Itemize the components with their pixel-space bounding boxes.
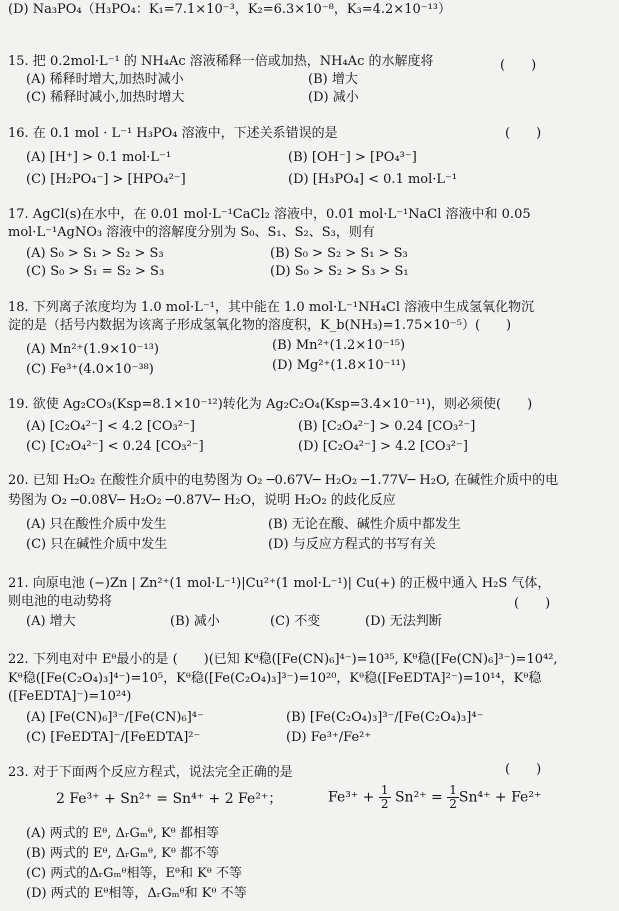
option-c: (C) 不变 — [270, 614, 321, 629]
option-b: (B) [OH⁻] > [PO₄³⁻] — [288, 150, 417, 165]
equation-1: 2 Fe³⁺ + Sn²⁺ = Sn⁴⁺ + 2 Fe²⁺； — [56, 791, 283, 807]
option-c: (C) [H₂PO₄⁻] > [HPO₄²⁻] — [26, 172, 186, 187]
option-d: (D) S₀ > S₂ > S₃ > S₁ — [270, 264, 409, 279]
option-a: (A) 两式的 Eᶿ, ΔᵣGₘᶿ, Kᶿ 都相等 — [26, 826, 219, 841]
option-d: (D) Mg²⁺(1.8×10⁻¹¹) — [272, 358, 406, 373]
option-b: (B) 无论在酸、碱性介质中都发生 — [268, 517, 461, 532]
fraction-denominator: 2 — [449, 797, 457, 811]
answer-blank: ( ) — [500, 58, 537, 73]
option-c: (C) 两式的ΔᵣGₘᶿ相等，Eᶿ和 Kᶿ 不等 — [26, 866, 242, 881]
option-a: (A) [C₂O₄²⁻] < 4.2 [CO₃²⁻] — [26, 419, 195, 434]
option-a: (A) Mn²⁺(1.9×10⁻¹³) — [26, 342, 159, 357]
option-d: (D) Fe³⁺/Fe²⁺ — [286, 730, 372, 745]
answer-blank: ( ) — [514, 596, 551, 611]
question-stem-cont: mol·L⁻¹AgNO₃ 溶液中的溶解度分别为 S₀、S₁、S₂、S₃，则有 — [8, 225, 375, 240]
equation-2 — [328, 784, 541, 811]
question-stem: 15. 把 0.2mol·L⁻¹ 的 NH₄Ac 溶液稀释一倍或加热，NH₄Ac 的水解度将 — [8, 54, 434, 69]
option-a: (A) 稀释时增大,加热时减小 — [26, 72, 184, 87]
option-a: (A) [Fe(CN)₆]³⁻/[Fe(CN)₆]⁴⁻ — [26, 710, 204, 725]
equation-2-part: Sn⁴⁺ + Fe²⁺ — [458, 789, 542, 806]
answer-blank: ( ) — [505, 762, 542, 777]
option-a: (A) 增大 — [26, 614, 76, 629]
option-b: (B) 增大 — [308, 72, 358, 87]
option-c: (C) S₀ > S₁ = S₂ > S₃ — [26, 264, 165, 279]
question-stem: 16. 在 0.1 mol · L⁻¹ H₃PO₄ 溶液中，下述关系错误的是 — [8, 126, 338, 141]
question-stem-cont: 淀的是（括号内数据为该离子形成氢氧化物的溶度积，K_b(NH₃)=1.75×10⁻⁵）( ) — [8, 318, 512, 333]
option-b: (B) [Fe(C₂O₄)₃]³⁻/[Fe(C₂O₄)₃]⁴⁻ — [286, 710, 484, 725]
equation-2-part: Sn²⁺ = — [390, 789, 448, 806]
option-d: (D) 与反应方程式的书写有关 — [268, 537, 436, 552]
option-d: (D) [C₂O₄²⁻] > 4.2 [CO₃²⁻] — [298, 439, 468, 454]
fraction-denominator: 2 — [380, 797, 389, 811]
option-d: (D) [H₃PO₄] < 0.1 mol·L⁻¹ — [288, 172, 458, 187]
option-c: (C) [FeEDTA]⁻/[FeEDTA]²⁻ — [26, 730, 201, 745]
question-stem: 21. 向原电池 (−)Zn | Zn²⁺(1 mol·L⁻¹)|Cu²⁺(1 mol·L⁻¹)| Cu(+) 的正极中通入 H₂S 气体， — [8, 576, 551, 591]
question-stem: 17. AgCl(s)在水中，在 0.01 mol·L⁻¹CaCl₂ 溶液中，0.01 mol·L⁻¹NaCl 溶液中和 0.05 — [8, 207, 531, 222]
question-stem-cont: ([FeEDTA]⁻)=10²⁴) — [8, 689, 132, 704]
option-c: (C) 稀释时减小,加热时增大 — [26, 90, 185, 105]
question-stem: 19. 欲使 Ag₂CO₃(Ksp=8.1×10⁻¹²)转化为 Ag₂C₂O₄(Ksp=3.4×10⁻¹¹)，则必须使( ) — [8, 397, 533, 412]
option-b: (B) Mn²⁺(1.2×10⁻¹⁵) — [272, 338, 406, 353]
question-stem: 23. 对于下面两个反应方程式，说法完全正确的是 — [8, 765, 293, 780]
option-c: (C) [C₂O₄²⁻] < 0.24 [CO₃²⁻] — [26, 439, 204, 454]
option-c: (C) 只在碱性介质中发生 — [26, 537, 168, 552]
question-stem-cont: Kᶿ稳([Fe(C₂O₄)₃]⁴⁻)=10⁵，Kᶿ稳([Fe(C₂O₄)₃]³⁻)=10²⁰，Kᶿ稳([FeEDTA]²⁻)=10¹⁴，Kᶿ稳 — [8, 671, 542, 686]
question-stem: 18. 下列离子浓度均为 1.0 mol·L⁻¹，其中能在 1.0 mol·L⁻¹NH₄Cl 溶液中生成氢氧化物沉 — [8, 300, 535, 315]
fraction-numerator: 1 — [449, 783, 457, 797]
answer-blank: ( ) — [505, 126, 542, 141]
option-a: (A) [H⁺] > 0.1 mol·L⁻¹ — [26, 150, 172, 165]
question-stem-cont: 则电池的电动势将 — [8, 594, 113, 609]
option-b: (B) S₀ > S₂ > S₁ > S₃ — [270, 246, 408, 261]
fraction-numerator: 1 — [380, 783, 389, 797]
fraction-half — [379, 784, 391, 811]
equation-2-part: Fe³⁺ + — [328, 789, 379, 806]
question-stem: 22. 下列电对中 Eᶿ最小的是 ( )(已知 Kᶿ稳([Fe(CN)₆]⁴⁻)=10³⁵, Kᶿ稳([Fe(CN)₆]³⁻)=10⁴², — [8, 652, 558, 667]
option-b: (B) 两式的 Eᶿ, ΔᵣGₘᶿ, Kᶿ 都不等 — [26, 846, 220, 861]
option-d: (D) 两式的 Eᶿ相等，ΔᵣGₘᶿ和 Kᶿ 不等 — [26, 886, 247, 901]
option-b: (B) [C₂O₄²⁻] > 0.24 [CO₃²⁻] — [298, 419, 476, 434]
option-c: (C) Fe³⁺(4.0×10⁻³⁸) — [26, 362, 154, 377]
q14-option-d: (D) Na₃PO₄（H₃PO₄：K₁=7.1×10⁻³，K₂=6.3×10⁻⁸，K₃=4.2×10⁻¹³） — [8, 2, 452, 17]
fraction-half — [447, 784, 459, 811]
option-a: (A) S₀ > S₁ > S₂ > S₃ — [26, 246, 164, 261]
option-b: (B) 减小 — [170, 614, 220, 629]
option-d: (D) 减小 — [308, 90, 359, 105]
question-stem-cont: 势图为 O₂ ─0.08V─ H₂O₂ ─0.87V─ H₂O，说明 H₂O₂ 的歧化反应 — [8, 493, 396, 508]
question-stem: 20. 已知 H₂O₂ 在酸性介质中的电势图为 O₂ ─0.67V─ H₂O₂ ─1.77V─ H₂O, 在碱性介质中的电 — [8, 473, 559, 488]
option-d: (D) 无法判断 — [365, 614, 442, 629]
option-a: (A) 只在酸性介质中发生 — [26, 517, 167, 532]
